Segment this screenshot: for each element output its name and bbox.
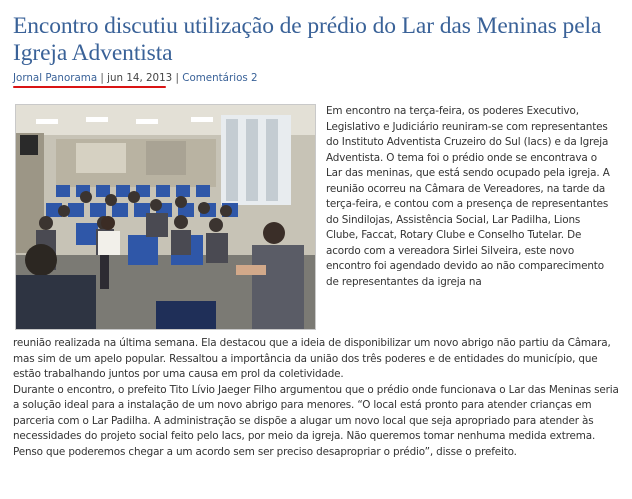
article-title[interactable]: Encontro discutiu utilização de prédio do Lar das Meninas pela Igreja Adventista <box>13 13 602 66</box>
paragraph: reunião realizada na última semana. Ela destacou que a ideia de disponibilizar um novo abrigo não partiu da Câmara, mas sim de um apelo popular. Ressaltou a importância da união dos três poderes e de entidades do município, que estão trabalhando juntos por uma causa em prol da coletividade. <box>13 337 611 380</box>
meta-separator: | <box>100 72 104 84</box>
meta-separator: | <box>175 72 179 84</box>
paragraph: Durante o encontro, o prefeito Tito Lívio Jaeger Filho argumentou que o prédio onde funcionava o Lar das Meninas seria a solução ideal para a instalação de um novo abrigo para menores. “O local está pronto para atender crianças em parceria com o Lar Padilha. A administração se dispõe a alugar um novo local que seja apropriado para atender às necessidades do projeto social feito pelo Iacs, por meio da igreja. Não queremos tomar nenhuma medida extrema. Penso que poderemos chegar a um acordo sem ser preciso desapropriar o prédio”, disse o prefeito. <box>13 383 619 458</box>
paragraph: Em encontro na terça-feira, os poderes Executivo, Legislativo e Judiciário reuniram-se com representantes do Instituto Adventista Cruzeiro do Sul (Iacs) e da Igreja Adventista. O tema foi o prédio onde se encontrava o Lar das meninas, que está sendo ocupado pela igreja. A reunião ocorreu na Câmara de Vereadores, na tarde da terça-feira, e contou com a presença de representantes do Sindilojas, Assistência Social, Lar Padilha, Lions Clube, Faccat, Rotary Clube e Conselho Tutelar. De acordo com a vereadora Sirlei Silveira, este novo encontro foi agendado devido ao não comparecimento de representantes da igreja na <box>326 105 610 288</box>
article-body-text <box>13 336 625 460</box>
comments-link[interactable]: Comentários 2 <box>182 72 258 84</box>
article-photo <box>15 104 316 330</box>
article-lead-text <box>326 104 612 290</box>
author-link[interactable]: Jornal Panorama <box>13 72 98 84</box>
article-meta <box>13 72 258 84</box>
meta-underline <box>13 86 166 88</box>
publish-date: jun 14, 2013 <box>107 72 173 84</box>
